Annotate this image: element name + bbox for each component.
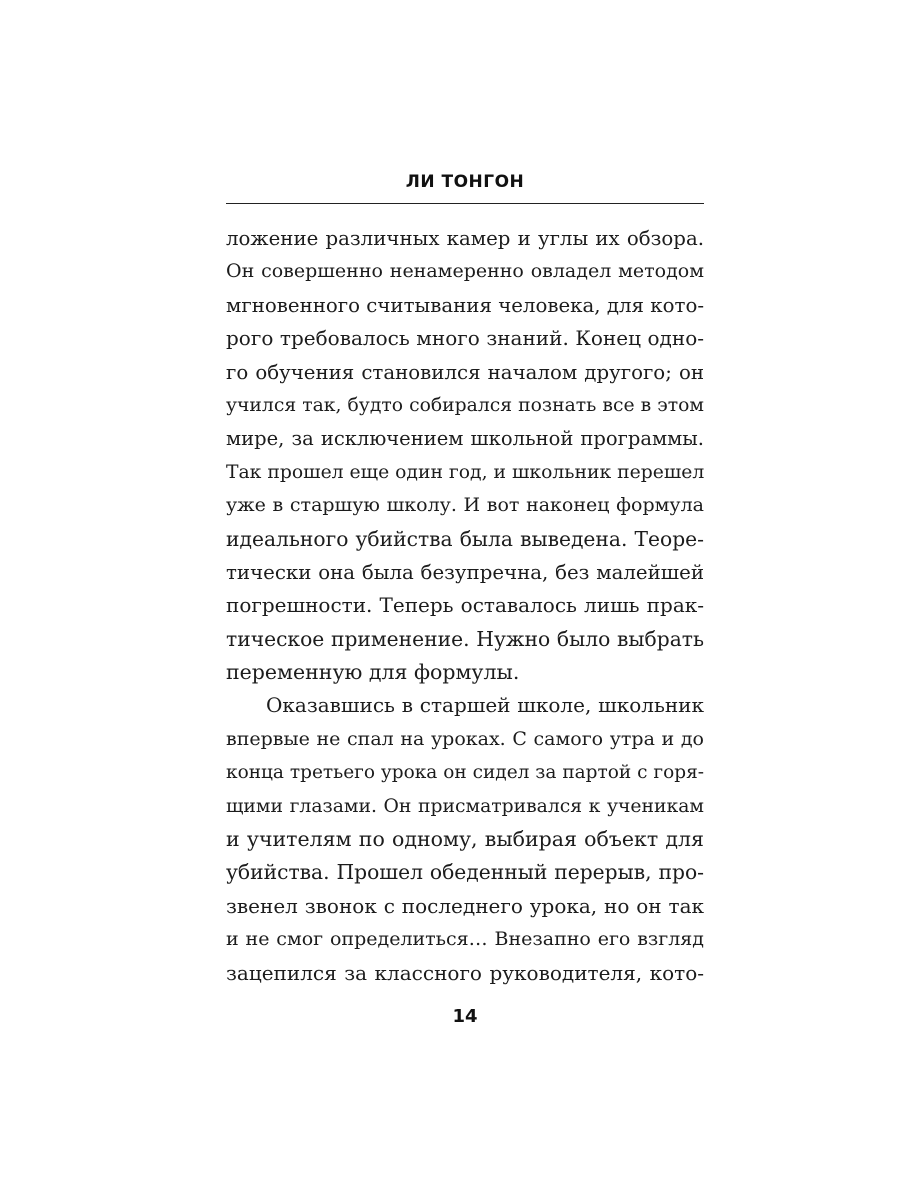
text-line: убийства. Прошел обеденный перерыв, про- — [226, 860, 704, 885]
text-line: идеального убийства была выведена. Теоре- — [226, 526, 704, 551]
text-line: тически она была безупречна, без малейшей — [226, 560, 704, 584]
text-line: переменную для формулы. — [226, 660, 520, 685]
running-header: ЛИ ТОНГОН — [405, 172, 525, 192]
text-line: Так прошел еще один год, и школьник перешел — [226, 461, 705, 483]
text-line: ложение различных камер и углы их обзора. — [226, 227, 704, 250]
text-line: го обучения становился началом другого; он — [226, 360, 704, 384]
text-line: рого требовалось много знаний. Конец одно- — [226, 326, 704, 351]
text-line: учился так, будто собирался познать все в этом — [226, 394, 704, 416]
text-line: Оказавшись в старшей школе, школьник — [266, 693, 704, 718]
text-line: и не смог определиться… Внезапно его взгляд — [226, 928, 704, 951]
text-line: щими глазами. Он присматривался к ученикам — [226, 795, 704, 817]
text-line: и учителям по одному, выбирая объект для — [226, 827, 704, 852]
text-line: зацепился за классного руководителя, кото- — [226, 960, 704, 985]
page-number: 14 — [452, 1006, 478, 1027]
text-line: впервые не спал на уроках. С самого утра и до — [226, 727, 704, 750]
text-line: мире, за исключением школьной программы. — [226, 427, 704, 451]
text-line: тическое применение. Нужно было выбрать — [226, 626, 704, 651]
text-line: конца третьего урока он сидел за партой с горя- — [226, 762, 704, 784]
text-line: мгновенного считывания человека, для кото- — [226, 293, 705, 317]
header-rule — [226, 203, 704, 204]
body-text — [226, 222, 704, 990]
text-line: звенел звонок с последнего урока, но он так — [226, 893, 704, 918]
text-line: Он совершенно ненамеренно овладел методом — [226, 260, 704, 283]
text-line: погрешности. Теперь оставалось лишь прак- — [226, 593, 704, 618]
text-line: уже в старшую школу. И вот наконец формула — [226, 494, 704, 517]
